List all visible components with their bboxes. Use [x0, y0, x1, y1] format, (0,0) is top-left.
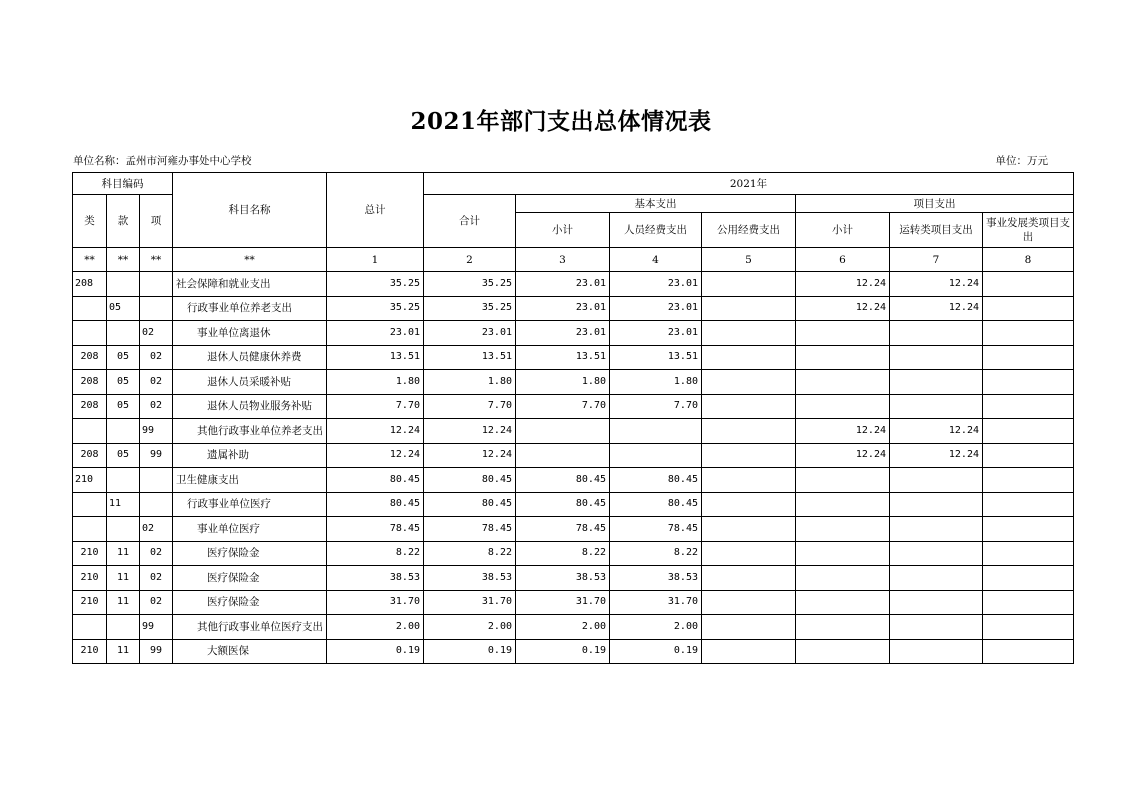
total-cell: 0.19: [327, 639, 424, 664]
personnel-cell: 31.70: [610, 590, 702, 615]
header-star: **: [140, 248, 173, 272]
sum-cell: 78.45: [424, 517, 516, 542]
xiang-cell: 99: [140, 443, 173, 468]
kuan-cell: 11: [107, 590, 140, 615]
kuan-cell: 11: [107, 639, 140, 664]
sum-cell: 12.24: [424, 419, 516, 444]
table-row: [73, 590, 1074, 615]
personnel-cell: [610, 419, 702, 444]
operating-cell: 12.24: [890, 443, 983, 468]
subject-name-cell: 大额医保: [173, 639, 327, 664]
total-cell: 12.24: [327, 443, 424, 468]
subject-name-cell: 事业单位离退休: [173, 321, 327, 346]
basic-subtotal-cell: 38.53: [516, 566, 610, 591]
xiang-cell: 02: [140, 345, 173, 370]
header-project: 项目支出: [796, 195, 1074, 213]
operating-cell: 12.24: [890, 419, 983, 444]
personnel-cell: 0.19: [610, 639, 702, 664]
kuan-cell: 05: [107, 345, 140, 370]
development-cell: [983, 296, 1074, 321]
basic-subtotal-cell: [516, 419, 610, 444]
lei-cell: [73, 615, 107, 640]
total-cell: 8.22: [327, 541, 424, 566]
personnel-cell: 13.51: [610, 345, 702, 370]
public-cell: [702, 590, 796, 615]
subject-name-cell: 卫生健康支出: [173, 468, 327, 493]
operating-cell: [890, 345, 983, 370]
header-col-number: 8: [983, 248, 1074, 272]
table-header: [73, 173, 1074, 272]
operating-cell: 12.24: [890, 296, 983, 321]
header-col-number: 6: [796, 248, 890, 272]
header-col-number: 2: [424, 248, 516, 272]
lei-cell: 210: [73, 566, 107, 591]
header-subject-name: 科目名称: [173, 173, 327, 248]
sum-cell: 1.80: [424, 370, 516, 395]
page-title: 2021年部门支出总体情况表: [410, 108, 712, 135]
public-cell: [702, 541, 796, 566]
operating-cell: [890, 370, 983, 395]
kuan-cell: 11: [107, 541, 140, 566]
public-cell: [702, 468, 796, 493]
kuan-cell: 11: [107, 566, 140, 591]
public-cell: [702, 272, 796, 297]
project-subtotal-cell: [796, 566, 890, 591]
xiang-cell: 02: [140, 394, 173, 419]
sum-cell: 80.45: [424, 492, 516, 517]
xiang-cell: 02: [140, 370, 173, 395]
operating-cell: [890, 541, 983, 566]
lei-cell: 210: [73, 541, 107, 566]
xiang-cell: 02: [140, 321, 173, 346]
development-cell: [983, 443, 1074, 468]
development-cell: [983, 468, 1074, 493]
header-col-number: 7: [890, 248, 983, 272]
basic-subtotal-cell: [516, 443, 610, 468]
kuan-cell: [107, 419, 140, 444]
lei-cell: [73, 296, 107, 321]
lei-cell: [73, 419, 107, 444]
total-cell: 1.80: [327, 370, 424, 395]
development-cell: [983, 566, 1074, 591]
personnel-cell: 38.53: [610, 566, 702, 591]
personnel-cell: 23.01: [610, 296, 702, 321]
subject-name-cell: 退休人员物业服务补贴: [173, 394, 327, 419]
sum-cell: 80.45: [424, 468, 516, 493]
header-xiang: 项: [140, 195, 173, 248]
personnel-cell: 80.45: [610, 468, 702, 493]
xiang-cell: [140, 492, 173, 517]
development-cell: [983, 370, 1074, 395]
header-personnel: 人员经费支出: [610, 213, 702, 248]
table-row: [73, 492, 1074, 517]
public-cell: [702, 615, 796, 640]
personnel-cell: 23.01: [610, 272, 702, 297]
total-cell: 38.53: [327, 566, 424, 591]
header-year: 2021年: [424, 173, 1074, 195]
header-star: **: [73, 248, 107, 272]
basic-subtotal-cell: 80.45: [516, 492, 610, 517]
lei-cell: [73, 492, 107, 517]
development-cell: [983, 321, 1074, 346]
header-development: 事业发展类项目支出: [983, 213, 1074, 248]
table-row: [73, 541, 1074, 566]
basic-subtotal-cell: 1.80: [516, 370, 610, 395]
lei-cell: 208: [73, 345, 107, 370]
lei-cell: 208: [73, 370, 107, 395]
sum-cell: 13.51: [424, 345, 516, 370]
operating-cell: [890, 639, 983, 664]
total-cell: 12.24: [327, 419, 424, 444]
development-cell: [983, 272, 1074, 297]
project-subtotal-cell: [796, 590, 890, 615]
subject-name-cell: 退休人员采暖补贴: [173, 370, 327, 395]
kuan-cell: [107, 321, 140, 346]
operating-cell: [890, 492, 983, 517]
public-cell: [702, 419, 796, 444]
xiang-cell: 02: [140, 541, 173, 566]
header-subject-code: 科目编码: [73, 173, 173, 195]
total-cell: 7.70: [327, 394, 424, 419]
header-col-number: 4: [610, 248, 702, 272]
personnel-cell: 2.00: [610, 615, 702, 640]
subject-name-cell: 退休人员健康休养费: [173, 345, 327, 370]
development-cell: [983, 394, 1074, 419]
project-subtotal-cell: [796, 517, 890, 542]
public-cell: [702, 639, 796, 664]
kuan-cell: [107, 517, 140, 542]
xiang-cell: [140, 272, 173, 297]
personnel-cell: 78.45: [610, 517, 702, 542]
lei-cell: 210: [73, 590, 107, 615]
total-cell: 78.45: [327, 517, 424, 542]
xiang-cell: 02: [140, 590, 173, 615]
project-subtotal-cell: 12.24: [796, 443, 890, 468]
sum-cell: 31.70: [424, 590, 516, 615]
development-cell: [983, 492, 1074, 517]
project-subtotal-cell: 12.24: [796, 419, 890, 444]
header-basic-subtotal: 小计: [516, 213, 610, 248]
table-row: [73, 345, 1074, 370]
total-cell: 35.25: [327, 272, 424, 297]
sum-cell: 2.00: [424, 615, 516, 640]
public-cell: [702, 394, 796, 419]
header-sum: 合计: [424, 195, 516, 248]
basic-subtotal-cell: 80.45: [516, 468, 610, 493]
total-cell: 80.45: [327, 468, 424, 493]
project-subtotal-cell: [796, 345, 890, 370]
basic-subtotal-cell: 23.01: [516, 272, 610, 297]
sum-cell: 35.25: [424, 296, 516, 321]
public-cell: [702, 517, 796, 542]
total-cell: 35.25: [327, 296, 424, 321]
total-cell: 13.51: [327, 345, 424, 370]
operating-cell: [890, 566, 983, 591]
header-col-number: 1: [327, 248, 424, 272]
operating-cell: 12.24: [890, 272, 983, 297]
kuan-cell: 05: [107, 394, 140, 419]
kuan-cell: 05: [107, 370, 140, 395]
header-public: 公用经费支出: [702, 213, 796, 248]
kuan-cell: 05: [107, 296, 140, 321]
sum-cell: 35.25: [424, 272, 516, 297]
table-body: [73, 272, 1074, 664]
total-cell: 31.70: [327, 590, 424, 615]
xiang-cell: 99: [140, 639, 173, 664]
unit-name-label: 单位名称：孟州市河雍办事处中心学校: [73, 155, 252, 167]
unit-label: 单位：万元: [995, 155, 1048, 167]
subject-name-cell: 其他行政事业单位养老支出: [173, 419, 327, 444]
public-cell: [702, 370, 796, 395]
header-lei: 类: [73, 195, 107, 248]
operating-cell: [890, 394, 983, 419]
operating-cell: [890, 321, 983, 346]
table-row: [73, 468, 1074, 493]
subject-name-cell: 其他行政事业单位医疗支出: [173, 615, 327, 640]
table-row: [73, 321, 1074, 346]
public-cell: [702, 492, 796, 517]
kuan-cell: 11: [107, 492, 140, 517]
table-row: [73, 296, 1074, 321]
xiang-cell: 99: [140, 419, 173, 444]
project-subtotal-cell: 12.24: [796, 272, 890, 297]
operating-cell: [890, 517, 983, 542]
personnel-cell: 23.01: [610, 321, 702, 346]
project-subtotal-cell: [796, 468, 890, 493]
development-cell: [983, 419, 1074, 444]
subject-name-cell: 医疗保险金: [173, 590, 327, 615]
xiang-cell: 02: [140, 517, 173, 542]
operating-cell: [890, 615, 983, 640]
basic-subtotal-cell: 13.51: [516, 345, 610, 370]
header-col-number: 3: [516, 248, 610, 272]
personnel-cell: 80.45: [610, 492, 702, 517]
lei-cell: 208: [73, 272, 107, 297]
subject-name-cell: 行政事业单位养老支出: [173, 296, 327, 321]
development-cell: [983, 590, 1074, 615]
subject-name-cell: 事业单位医疗: [173, 517, 327, 542]
sum-cell: 8.22: [424, 541, 516, 566]
sum-cell: 0.19: [424, 639, 516, 664]
basic-subtotal-cell: 23.01: [516, 321, 610, 346]
operating-cell: [890, 468, 983, 493]
public-cell: [702, 345, 796, 370]
project-subtotal-cell: [796, 370, 890, 395]
basic-subtotal-cell: 31.70: [516, 590, 610, 615]
table-row: [73, 517, 1074, 542]
lei-cell: [73, 517, 107, 542]
header-project-subtotal: 小计: [796, 213, 890, 248]
operating-cell: [890, 590, 983, 615]
development-cell: [983, 639, 1074, 664]
subject-name-cell: 社会保障和就业支出: [173, 272, 327, 297]
lei-cell: 210: [73, 639, 107, 664]
total-cell: 23.01: [327, 321, 424, 346]
total-cell: 80.45: [327, 492, 424, 517]
kuan-cell: [107, 272, 140, 297]
basic-subtotal-cell: 0.19: [516, 639, 610, 664]
table-row: [73, 370, 1074, 395]
table-row: [73, 419, 1074, 444]
project-subtotal-cell: [796, 541, 890, 566]
xiang-cell: 02: [140, 566, 173, 591]
basic-subtotal-cell: 23.01: [516, 296, 610, 321]
header-star: **: [173, 248, 327, 272]
xiang-cell: [140, 296, 173, 321]
table-row: [73, 272, 1074, 297]
development-cell: [983, 345, 1074, 370]
project-subtotal-cell: [796, 492, 890, 517]
lei-cell: 208: [73, 443, 107, 468]
development-cell: [983, 541, 1074, 566]
project-subtotal-cell: [796, 615, 890, 640]
project-subtotal-cell: [796, 639, 890, 664]
subject-name-cell: 行政事业单位医疗: [173, 492, 327, 517]
personnel-cell: [610, 443, 702, 468]
sum-cell: 38.53: [424, 566, 516, 591]
development-cell: [983, 615, 1074, 640]
header-total: 总计: [327, 173, 424, 248]
table-row: [73, 394, 1074, 419]
xiang-cell: [140, 468, 173, 493]
table-row: [73, 566, 1074, 591]
basic-subtotal-cell: 7.70: [516, 394, 610, 419]
public-cell: [702, 443, 796, 468]
header-col-number: 5: [702, 248, 796, 272]
sum-cell: 12.24: [424, 443, 516, 468]
expenditure-table: [72, 172, 1074, 664]
lei-cell: 208: [73, 394, 107, 419]
table-row: [73, 615, 1074, 640]
public-cell: [702, 321, 796, 346]
header-basic: 基本支出: [516, 195, 796, 213]
public-cell: [702, 566, 796, 591]
table-row: [73, 639, 1074, 664]
kuan-cell: [107, 468, 140, 493]
kuan-cell: [107, 615, 140, 640]
personnel-cell: 7.70: [610, 394, 702, 419]
total-cell: 2.00: [327, 615, 424, 640]
lei-cell: [73, 321, 107, 346]
basic-subtotal-cell: 8.22: [516, 541, 610, 566]
sum-cell: 23.01: [424, 321, 516, 346]
subject-name-cell: 医疗保险金: [173, 541, 327, 566]
header-star: **: [107, 248, 140, 272]
lei-cell: 210: [73, 468, 107, 493]
public-cell: [702, 296, 796, 321]
header-kuan: 款: [107, 195, 140, 248]
kuan-cell: 05: [107, 443, 140, 468]
subject-name-cell: 医疗保险金: [173, 566, 327, 591]
project-subtotal-cell: 12.24: [796, 296, 890, 321]
header-operating: 运转类项目支出: [890, 213, 983, 248]
basic-subtotal-cell: 78.45: [516, 517, 610, 542]
basic-subtotal-cell: 2.00: [516, 615, 610, 640]
personnel-cell: 1.80: [610, 370, 702, 395]
subject-name-cell: 遗属补助: [173, 443, 327, 468]
development-cell: [983, 517, 1074, 542]
sum-cell: 7.70: [424, 394, 516, 419]
project-subtotal-cell: [796, 394, 890, 419]
personnel-cell: 8.22: [610, 541, 702, 566]
table-row: [73, 443, 1074, 468]
xiang-cell: 99: [140, 615, 173, 640]
project-subtotal-cell: [796, 321, 890, 346]
